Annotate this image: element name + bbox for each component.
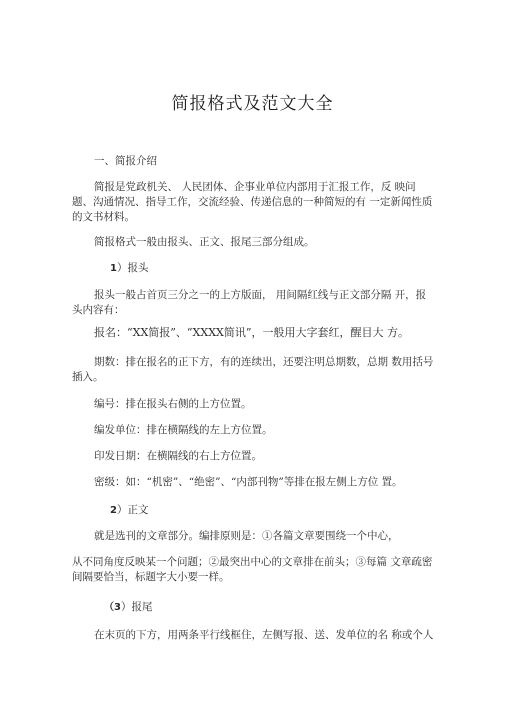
subheading-header-label: ）报头: [116, 262, 149, 274]
subheading-footer-label: ）报尾: [120, 601, 153, 613]
date-paragraph: 印发日期：在横隔线的右上方位置。: [94, 450, 262, 462]
issue-number-paragraph: 期数：排在报名的正下方，有的连续出，还要注明总期数，总期 数用括号插入。: [72, 356, 434, 383]
report-name-paragraph: 报名：“XX简报”、“XXXX简讯”，一般用大字套红，醒目大 方。: [94, 326, 409, 339]
format-paragraph: 简报格式一般由报头、正文、报尾三部分组成。: [94, 236, 315, 248]
section-heading-intro: 一、简报介绍: [94, 155, 157, 167]
intro-paragraph: 简报是党政机关、 人民团体、企事业单位内部用于汇报工作，反 映问题、沟通情况、指导工作，交流经验、传递信息的一种简短的有 一定新闻性质的文书材料。: [72, 181, 433, 223]
secrecy-paragraph: 密级：如：“机密”、“绝密”、“内部刊物”等排在报左侧上方位 置。: [94, 476, 403, 488]
issuer-paragraph: 编发单位：排在横隔线的左上方位置。: [94, 424, 273, 436]
body-paragraph-2: 从不同角度反映某一个问题；②最突出中心的文章排在前头；③每篇 文章疏密间隔要恰当，标题字大小要一样。: [72, 556, 433, 583]
subheading-footer-number: （3: [104, 602, 121, 613]
subheading-body: [110, 503, 472, 518]
subheading-header-number: 1: [110, 263, 117, 274]
header-paragraph: 报头一般占首页三分之一的上方版面， 用间隔红线与正文部分隔 开，报头内容有：: [72, 289, 427, 316]
document-title: 简报格式及范文大全: [171, 94, 334, 114]
body-paragraph-1: 就是选刊的文章部分。编排原则是：①各篇文章要围绕一个中心，: [94, 530, 399, 542]
subheading-footer: [104, 600, 466, 615]
subheading-body-number: 2: [110, 505, 117, 516]
code-paragraph: 编号：排在报头右侧的上方位置。: [94, 398, 252, 410]
subheading-header: [110, 261, 472, 276]
footer-paragraph: 在末页的下方，用两条平行线框住，左侧写报、送、发单位的名 称或个人: [94, 629, 434, 641]
subheading-body-label: ）正文: [116, 504, 149, 516]
